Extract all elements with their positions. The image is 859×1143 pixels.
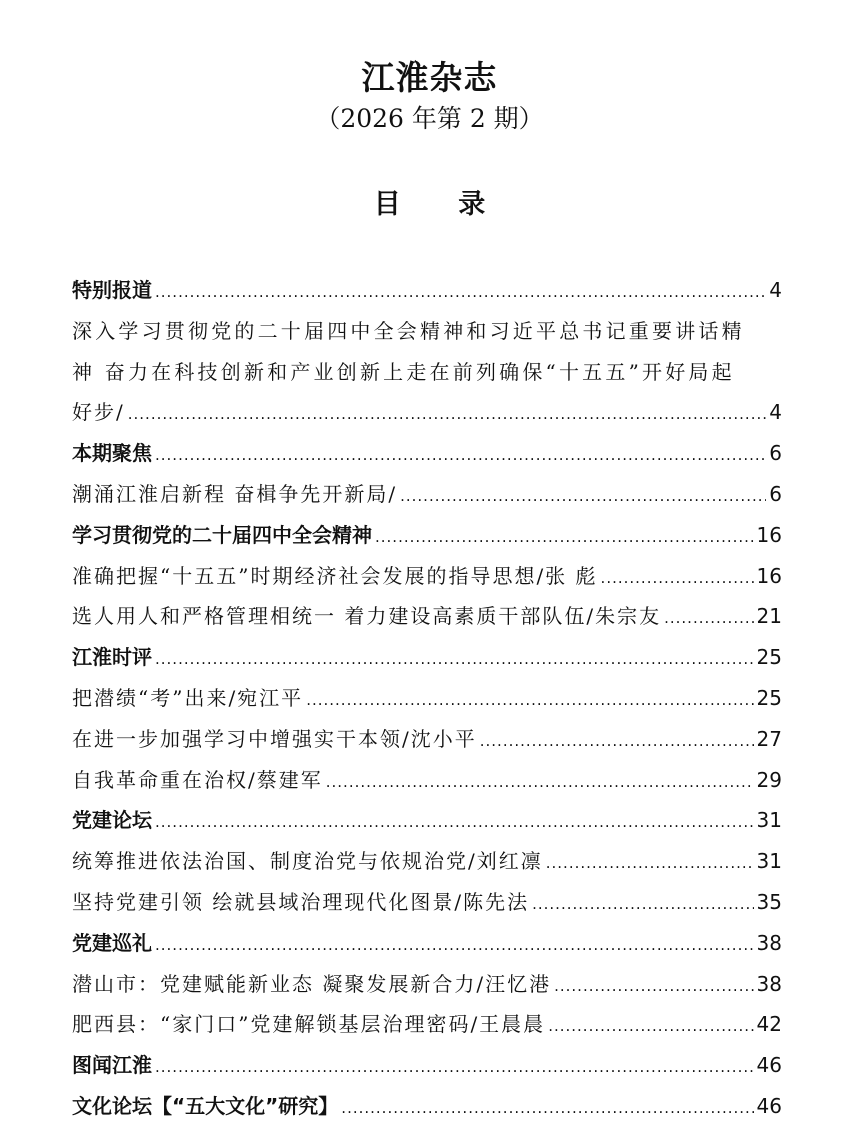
toc-article-title: 把潜绩“考”出来/宛江平: [72, 685, 304, 710]
leader-dots: [480, 721, 754, 760]
leader-dots: [155, 802, 754, 841]
toc-article-title: 选人用人和严格管理相统一 着力建设高素质干部队伍/朱宗友: [72, 604, 662, 629]
toc-section[interactable]: [72, 270, 782, 311]
toc-article-title: 潮涌江淮启新程 奋楫争先开新局/: [72, 481, 398, 506]
issue-label: （2026 年第 2 期）: [315, 104, 544, 133]
toc-heading: 目 录: [373, 189, 510, 220]
toc-section[interactable]: [72, 800, 782, 841]
toc-article[interactable]: [72, 1004, 782, 1045]
toc-article[interactable]: [72, 556, 782, 597]
toc-section[interactable]: [72, 433, 782, 474]
leader-dots: [601, 558, 754, 597]
toc-section[interactable]: [72, 1045, 782, 1086]
toc-page-number: 6: [769, 441, 782, 466]
toc-article[interactable]: [72, 760, 782, 801]
toc-section[interactable]: [72, 515, 782, 556]
toc-article-title: 自我革命重在治权/蔡建军: [72, 767, 323, 792]
toc-page-number: 6: [769, 481, 782, 506]
toc-page-number: 31: [756, 849, 782, 874]
toc-page-number: 29: [756, 767, 782, 792]
toc-page-number: 21: [756, 604, 782, 629]
table-of-contents: [72, 270, 782, 1127]
toc-section[interactable]: [72, 923, 782, 964]
toc-article-title-line: 神 奋力在科技创新和产业创新上走在前列确保“十五五”开好局起: [72, 359, 735, 384]
toc-article-title: 统筹推进依法治国、制度治党与依规治党/刘红凛: [72, 849, 543, 874]
leader-dots: [155, 1047, 754, 1086]
leader-dots: [400, 476, 766, 515]
toc-page-number: 25: [756, 645, 782, 670]
leader-dots: [155, 639, 754, 678]
toc-section-title: 特别报道: [72, 278, 152, 302]
toc-section-title: 图闻江淮: [72, 1053, 152, 1078]
leader-dots: [554, 966, 753, 1005]
toc-page-number: 31: [756, 808, 782, 833]
toc-section-title: 本期聚焦: [72, 441, 152, 466]
toc-article-title: 好步/: [72, 400, 125, 425]
leader-dots: [155, 272, 766, 311]
toc-page-number: 4: [769, 400, 782, 425]
toc-page-number: 35: [756, 889, 782, 914]
toc-page-number: 16: [756, 563, 782, 588]
toc-page-number: 46: [756, 1093, 782, 1118]
leader-dots: [532, 884, 753, 923]
toc-page-number: 42: [756, 1012, 782, 1037]
leader-dots: [548, 1006, 753, 1045]
leader-dots: [326, 762, 754, 801]
toc-article-title: 肥西县：“家门口”党建解锁基层治理密码/王晨晨: [72, 1012, 546, 1037]
magazine-title: 江淮杂志: [361, 58, 498, 97]
toc-article-title: 潜山市：党建赋能新业态 凝聚发展新合力/汪忆港: [72, 971, 552, 996]
toc-article-title-line: 深入学习贯彻党的二十届四中全会精神和习近平总书记重要讲话精: [72, 318, 745, 343]
toc-section[interactable]: [72, 1086, 782, 1127]
leader-dots: [664, 598, 753, 637]
toc-page-number: 25: [756, 685, 782, 710]
leader-dots: [155, 435, 766, 474]
toc-section-title: 党建论坛: [72, 808, 152, 833]
toc-page-number: 4: [769, 278, 782, 302]
toc-article[interactable]: [72, 719, 782, 760]
toc-article[interactable]: [72, 841, 782, 882]
toc-page-number: 38: [756, 971, 782, 996]
toc-article[interactable]: [72, 311, 782, 433]
toc-article-title: 坚持党建引领 绘就县域治理现代化图景/陈先法: [72, 889, 530, 914]
toc-article-title: 准确把握“十五五”时期经济社会发展的指导思想/张 彪: [72, 563, 598, 588]
leader-dots: [128, 394, 767, 433]
toc-article[interactable]: [72, 882, 782, 923]
leader-dots: [546, 843, 754, 882]
toc-section-title: 江淮时评: [72, 645, 152, 670]
leader-dots: [341, 1088, 753, 1127]
leader-dots: [375, 517, 754, 556]
toc-page-number: 38: [756, 930, 782, 955]
leader-dots: [306, 680, 753, 719]
toc-section-title: 学习贯彻党的二十届四中全会精神: [72, 522, 372, 547]
toc-article-title: 在进一步加强学习中增强实干本领/沈小平: [72, 726, 477, 751]
toc-page-number: 16: [756, 522, 782, 547]
toc-section-title: 文化论坛【“五大文化”研究】: [72, 1093, 339, 1118]
toc-article[interactable]: [72, 596, 782, 637]
masthead: [0, 58, 859, 134]
toc-article[interactable]: [72, 474, 782, 515]
toc-article[interactable]: [72, 678, 782, 719]
toc-page-number: 27: [756, 726, 782, 751]
toc-page-number: 46: [756, 1053, 782, 1078]
toc-section[interactable]: [72, 637, 782, 678]
leader-dots: [155, 925, 754, 964]
toc-article[interactable]: [72, 964, 782, 1005]
toc-section-title: 党建巡礼: [72, 930, 152, 955]
